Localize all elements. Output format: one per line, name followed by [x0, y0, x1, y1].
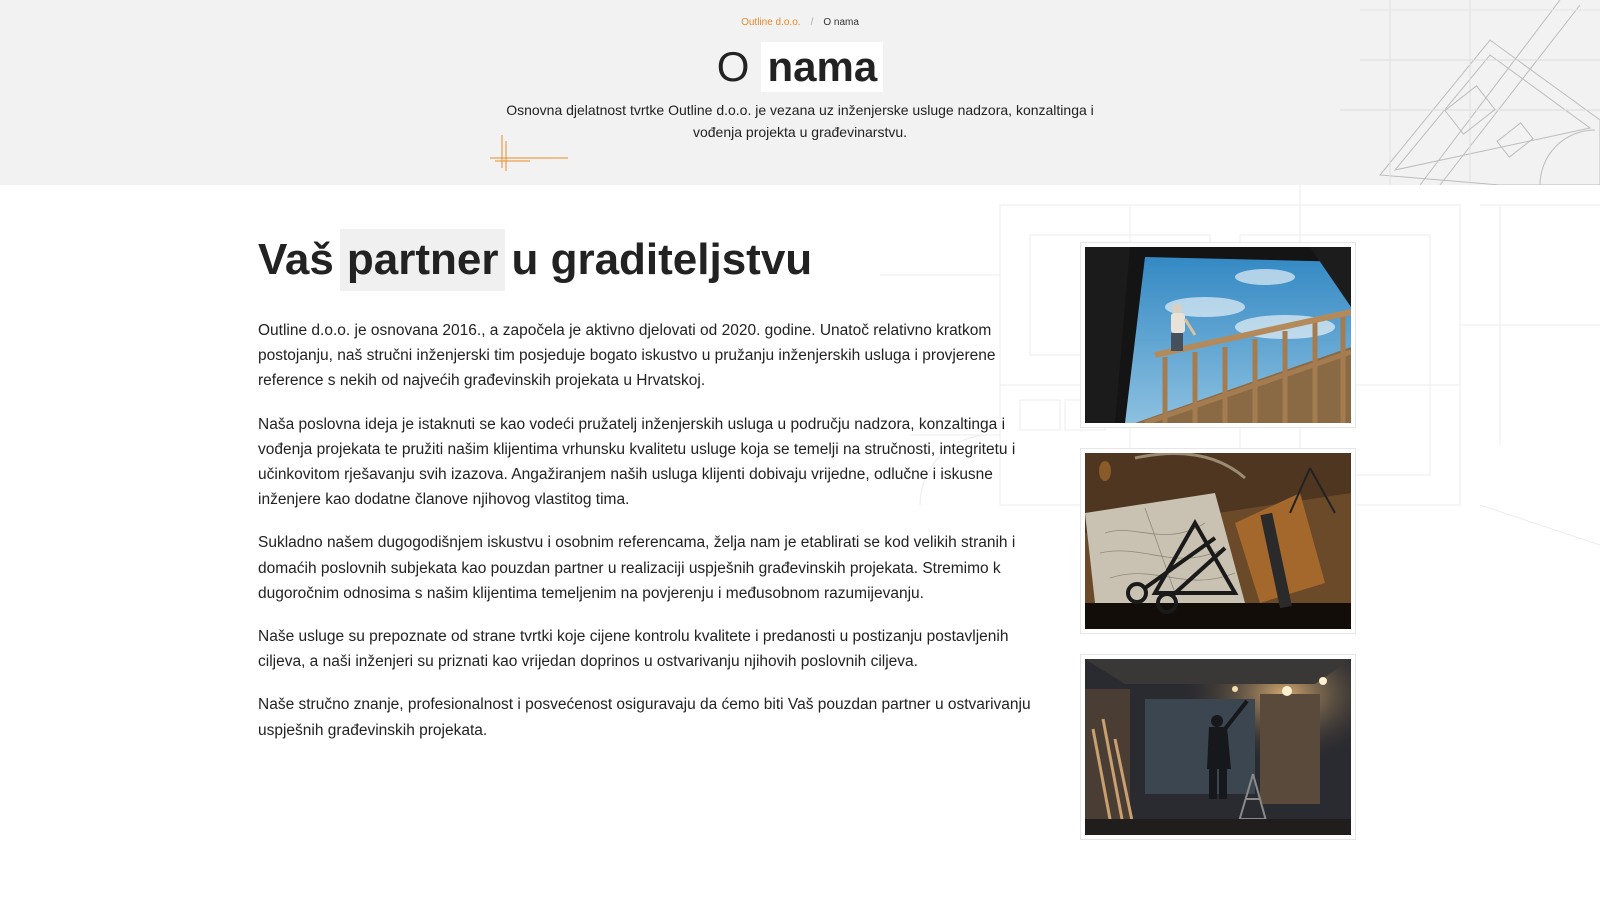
interior-work-image: [1085, 659, 1351, 835]
about-text: [258, 318, 1033, 761]
section-title: [258, 229, 812, 291]
drafting-tools-image: [1085, 453, 1351, 629]
breadcrumb-current: O nama: [823, 17, 859, 28]
about-paragraph: Naše usluge su prepoznate od strane tvrtki koje cijene kontrolu kvalitete i predanosti u postizanju postavljenih ciljeva, a naši inženjeri su priznati kao vrijedan doprinos u ostvarivanju njihovih poslovnih ciljeva.: [258, 628, 1009, 671]
photo-drafting-tools: [1080, 448, 1356, 634]
hero-accent-lines-icon: [490, 133, 575, 173]
about-paragraph: Naše stručno znanje, profesionalnost i posvećenost osiguravaju da ćemo biti Vaš pouzdan partner u ostvarivanju uspješnih građevinskih projekata.: [258, 696, 1031, 739]
breadcrumb: [0, 17, 1600, 28]
hero-lead-text: Osnovna djelatnost tvrtke Outline d.o.o. je vezana uz inženjerske usluge nadzora, konzaltinga i vođenja projekta u građevinarstvu.: [506, 102, 1094, 140]
about-paragraph: Outline d.o.o. je osnovana 2016., a započela je aktivno djelovati od 2020. godine. Unatoč relativno kratkom postojanju, naš stručni inženjerski tim posjeduje bogato iskustvo u pružanju inženjerskih usluga i provjerene reference s nekih od najvećih građevinskih projekata u Hrvatskoj.: [258, 322, 996, 390]
photo-worker-on-frame: [1080, 242, 1356, 428]
about-paragraph: Naša poslovna ideja je istaknuti se kao vodeći pružatelj inženjerskih usluga u području nadzora, konzaltinga i vođenja projekata te pružiti našim klijentima vrhunsku kvalitetu usluge koja se temelji na stručnosti, integritetu i učinkovitom rješavanju svih izazova. Angažiranjem naših usluga klijenti dobivaju vrijedne, odlučne i iskusne inženjere kao dodatne članove njihovog vlastitog tima.: [258, 415, 1016, 509]
section-title-highlight: partner: [340, 229, 506, 291]
page-hero: [0, 0, 1600, 185]
photo-interior-work: [1080, 654, 1356, 840]
page-title: [0, 39, 1600, 92]
page-title-normal: O: [716, 42, 750, 90]
section-title-after: u graditeljstvu: [511, 235, 813, 284]
breadcrumb-separator: /: [810, 17, 814, 28]
breadcrumb-home-link[interactable]: Outline d.o.o.: [741, 17, 801, 28]
worker-on-frame-image: [1085, 247, 1351, 423]
section-title-before: Vaš: [258, 235, 334, 284]
about-paragraph: Sukladno našem dugogodišnjem iskustvu i osobnim referencama, želja nam je etablirati se kod velikih stranih i domaćih poslovnih subjekata kao pouzdan partner u realizaciji uspješnih građevinskih projekata. Stremimo k dugoročnim odnosima s našim klijentima temeljenim na povjerenju i međusobnom razumijevanju.: [258, 534, 1016, 602]
page-title-highlight: nama: [761, 42, 883, 92]
